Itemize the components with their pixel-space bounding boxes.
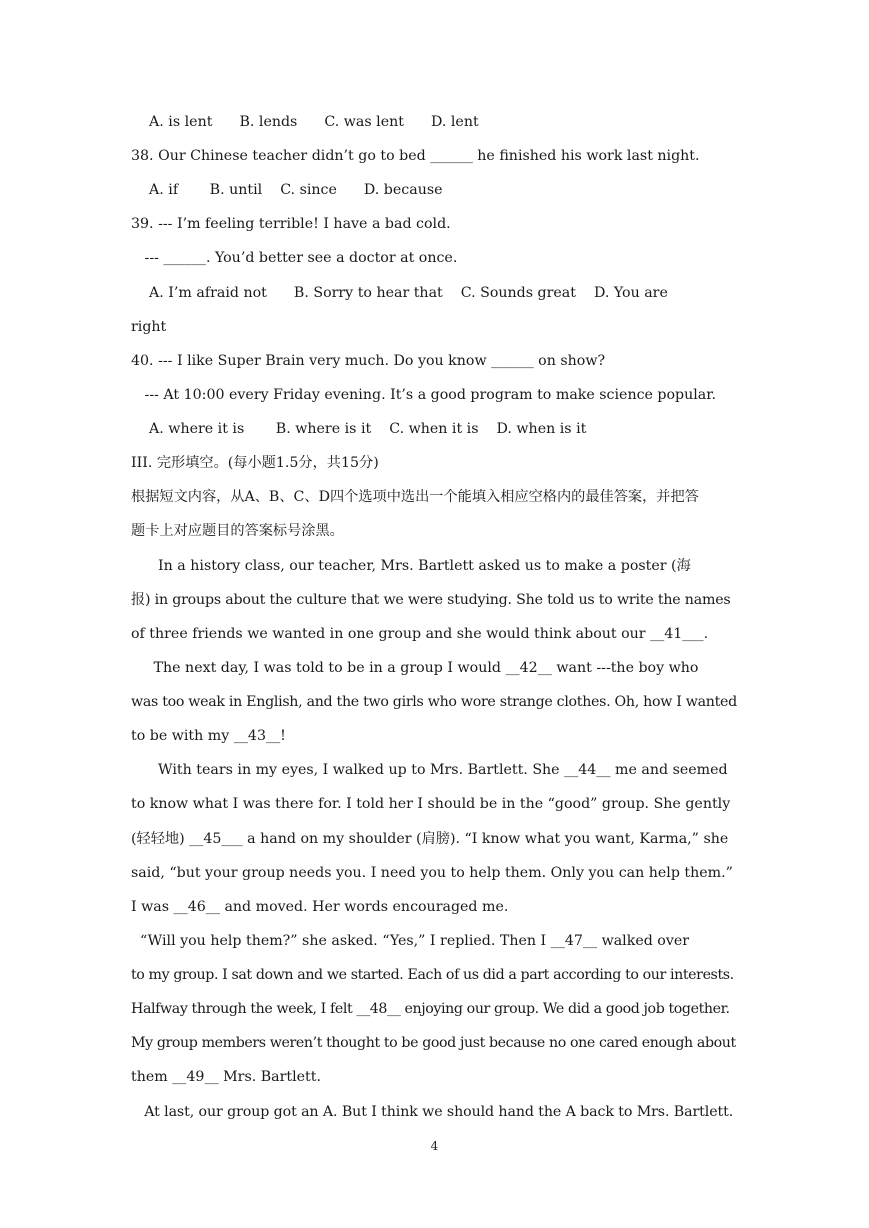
q40-reply: --- At 10:00 every Friday evening. It’s a good program to make science popular. (131, 387, 716, 403)
passage-line: At last, our group got an A. But I think we should hand the A back to Mrs. Bartlett. (131, 1104, 734, 1120)
passage-line: “Will you help them?” she asked. “Yes,” I replied. Then I __47__ walked over (131, 933, 690, 949)
passage-line: was too weak in English, and the two girls who wore strange clothes. Oh, how I wanted (131, 694, 737, 710)
passage-line: said, “but your group needs you. I need you to help them. Only you can help them.” (131, 865, 733, 881)
passage-line: My group members weren’t thought to be good just because no one cared enough about (131, 1035, 736, 1051)
q40-stem: 40. --- I like Super Brain very much. Do you know ______ on show? (131, 353, 606, 369)
q37-options: A. is lent B. lends C. was lent D. lent (131, 114, 479, 130)
passage-line: In a history class, our teacher, Mrs. Bartlett asked us to make a poster (海 (131, 558, 691, 574)
q39-options-wrap: right (131, 319, 167, 335)
section-instructions: 根据短文内容，从A、B、C、D四个选项中选出一个能填入相应空格内的最佳答案，并把答 (131, 489, 699, 505)
passage-line: to know what I was there for. I told her I should be in the “good” group. She gently (131, 796, 731, 812)
passage-line: I was __46__ and moved. Her words encouraged me. (131, 899, 509, 915)
q39-options: A. I’m afraid not B. Sorry to hear that C. Sounds great D. You are (131, 285, 668, 301)
passage-line: 报) in groups about the culture that we were studying. She told us to write the names (131, 592, 731, 608)
passage-line: to be with my __43__! (131, 728, 286, 744)
passage-line: The next day, I was told to be in a group I would __42__ want ---the boy who (131, 660, 699, 676)
q40-options: A. where it is B. where is it C. when it is D. when is it (131, 421, 587, 437)
passage-line: Halfway through the week, I felt __48__ enjoying our group. We did a good job together. (131, 1001, 730, 1017)
passage-line: to my group. I sat down and we started. Each of us did a part according to our interests. (131, 967, 734, 983)
section-instructions-cont: 题卡上对应题目的答案标号涂黑。 (131, 523, 344, 539)
passage-line: (轻轻地) __45___ a hand on my shoulder (肩膀). “I know what you want, Karma,” she (131, 831, 729, 847)
q39-reply: --- ______. You’d better see a doctor at once. (131, 250, 458, 266)
q38-options: A. if B. until C. since D. because (131, 182, 443, 198)
page-number: 4 (430, 1139, 439, 1153)
q38-stem: 38. Our Chinese teacher didn’t go to bed ______ he finished his work last night. (131, 148, 700, 164)
passage-line: of three friends we wanted in one group and she would think about our __41___. (131, 626, 709, 642)
passage-line: With tears in my eyes, I walked up to Mrs. Bartlett. She __44__ me and seemed (131, 762, 728, 778)
passage-line: them __49__ Mrs. Bartlett. (131, 1069, 321, 1085)
section-heading: III. 完形填空。(每小题1.5分，共15分) (131, 455, 379, 471)
q39-stem: 39. --- I’m feeling terrible! I have a bad cold. (131, 216, 451, 232)
